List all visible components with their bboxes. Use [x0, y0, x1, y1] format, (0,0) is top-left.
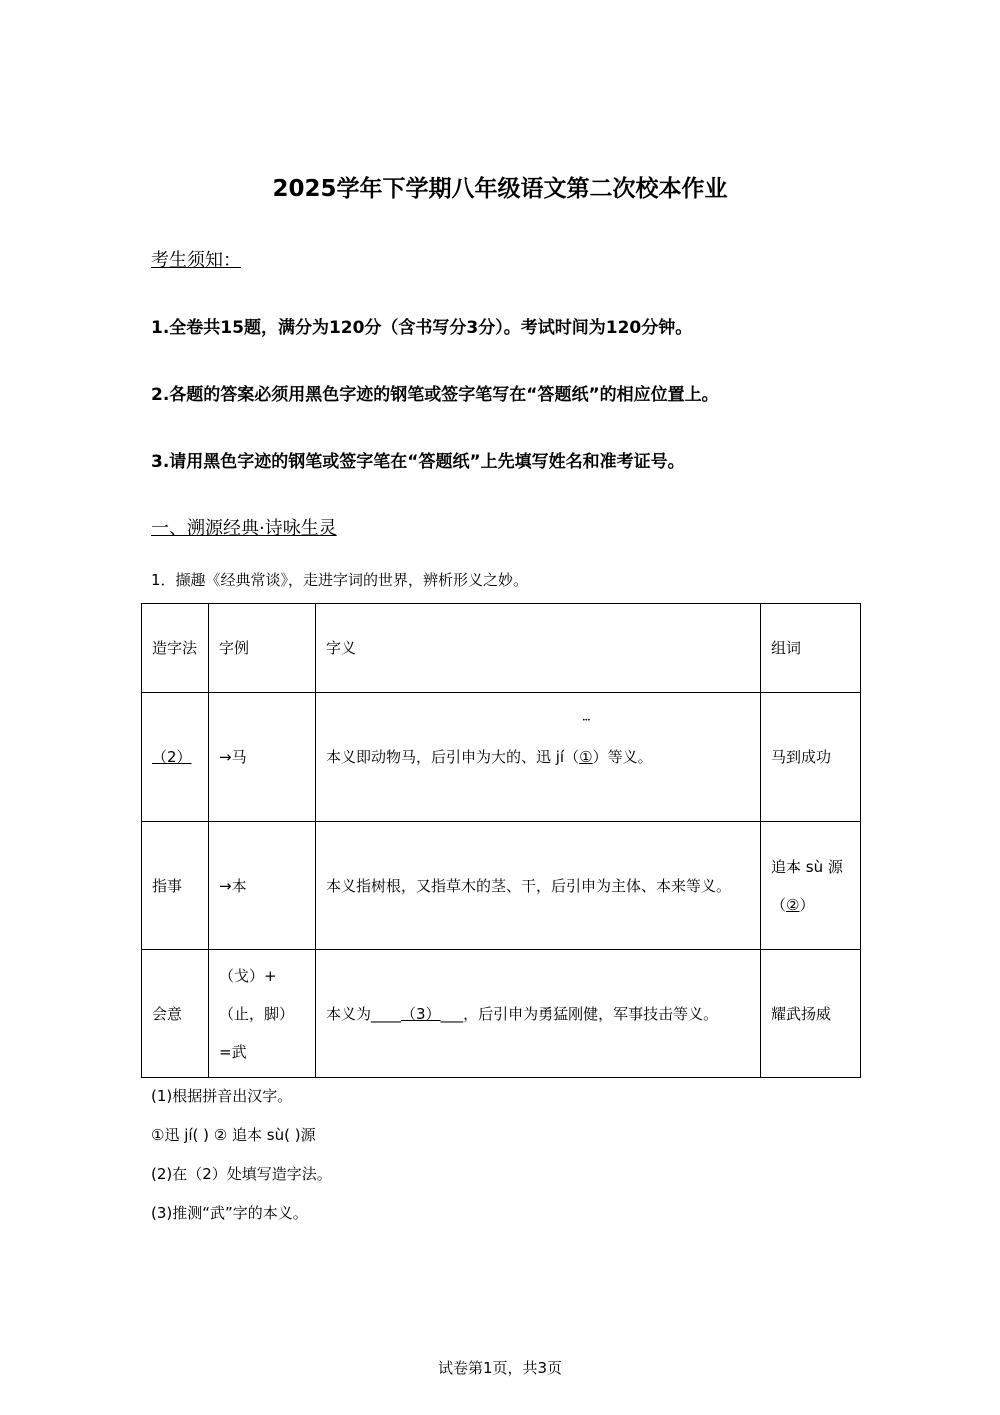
example-cell: →本 [209, 822, 316, 950]
method-blank: （2） [152, 748, 192, 766]
blank-mark-2: ••• ② [786, 886, 799, 924]
header-meaning: 字义 [316, 604, 761, 693]
method-blank-cell [142, 693, 209, 822]
question-1-stem: 1．撷趣《经典常谈》，走进字词的世界，辨析形义之妙。 [151, 571, 529, 589]
sub-question-1: (1)根据拼音出汉字。 [151, 1087, 293, 1105]
header-example: 字例 [209, 604, 316, 693]
notice-rule-1: 1.全卷共15题，满分为120分（含书写分3分）。考试时间为120分钟。 [151, 318, 693, 338]
sub-question-3: (3)推测“武”字的本义。 [151, 1204, 308, 1222]
word-cell: 马到成功 [761, 693, 861, 822]
notice-rule-3: 3.请用黑色字迹的钢笔或签字笔在“答题纸”上先填写姓名和准考证号。 [151, 452, 685, 472]
table-row [142, 950, 861, 1078]
meaning-blank: （3） [401, 1004, 441, 1023]
page-title: 2025学年下学期八年级语文第二次校本作业 [272, 176, 728, 202]
word-cell: 追本 sù 源（••• ②） [761, 822, 861, 950]
table-row [142, 822, 861, 950]
sub-question-2: (2)在（2）处填写造字法。 [151, 1165, 332, 1183]
meaning-cell: 本义为____（3）___，后引申为勇猛刚健，军事技击等义。 [316, 950, 761, 1078]
header-method: 造字法 [142, 604, 209, 693]
notice-heading: 考生须知： [151, 250, 241, 271]
method-cell: 指事 [142, 822, 209, 950]
header-word: 组词 [761, 604, 861, 693]
example-cell: （戈）+（止，脚）=武 [209, 950, 316, 1078]
section-heading: 一、溯源经典·诗咏生灵 [151, 518, 337, 539]
method-cell: 会意 [142, 950, 209, 1078]
meaning-cell: 本义指树根，又指草木的茎、干，后引申为主体、本来等义。 [316, 822, 761, 950]
page-footer: 试卷第1页，共3页 [437, 1359, 563, 1377]
blank-mark-1: ••• ① [579, 738, 592, 776]
sub-question-1-blanks: ①迅 jí( ) ② 追本 sù( )源 [151, 1126, 316, 1144]
character-formation-table [141, 603, 861, 1078]
notice-rule-2: 2.各题的答案必须用黑色字迹的钢笔或签字笔写在“答题纸”的相应位置上。 [151, 385, 719, 405]
table-header-row [142, 604, 861, 693]
example-cell: →马 [209, 693, 316, 822]
meaning-cell: 本义即动物马，后引申为大的、迅 jí（••• ①）等义。 [316, 693, 761, 822]
word-cell: 耀武扬威 [761, 950, 861, 1078]
table-row [142, 693, 861, 822]
